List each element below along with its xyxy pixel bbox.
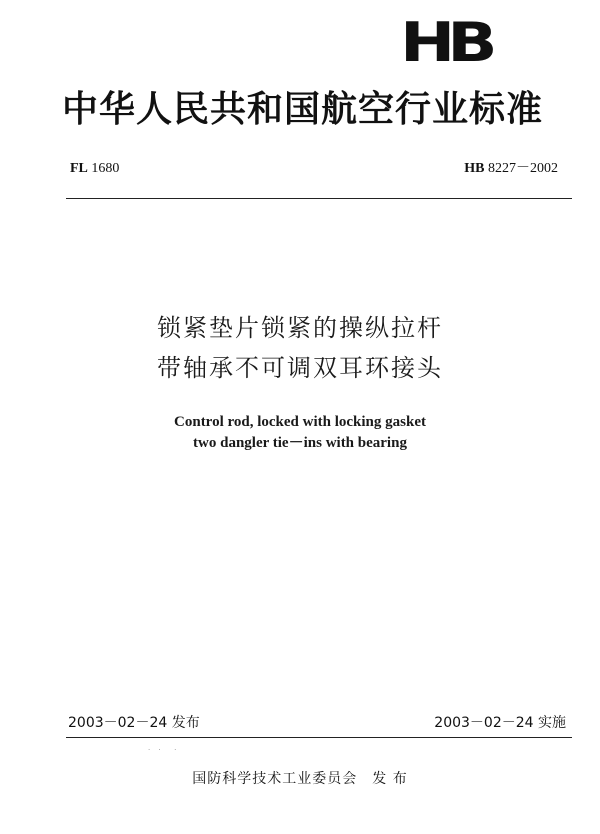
footer-divider — [66, 737, 572, 738]
classification-prefix: FL — [70, 161, 88, 176]
header-divider — [66, 198, 572, 199]
chinese-title-line-2: 带轴承不可调双耳环接头 — [157, 354, 443, 382]
standard-category-title: 中华人民共和国航空行业标准 — [62, 89, 544, 130]
implementation-date: 2003－02－24 实施 — [434, 715, 566, 731]
standard-number-value: 8227－2002 — [488, 161, 558, 176]
scan-specks: · · · — [148, 746, 180, 754]
english-title-line-2: two dangler tie－ins with bearing — [193, 435, 407, 451]
classification-number: 1680 — [91, 161, 120, 176]
classification-code — [70, 160, 119, 178]
standard-number — [464, 160, 558, 178]
english-title-line-1: Control rod, locked with locking gasket — [174, 414, 426, 430]
issuing-authority: 国防科学技术工业委员会 发 布 — [192, 771, 408, 787]
chinese-title-line-1: 锁紧垫片锁紧的操纵拉杆 — [157, 314, 443, 342]
hb-logo: HB — [400, 10, 490, 75]
issue-date: 2003－02－24 发布 — [68, 715, 200, 731]
standard-number-prefix: HB — [464, 161, 485, 176]
